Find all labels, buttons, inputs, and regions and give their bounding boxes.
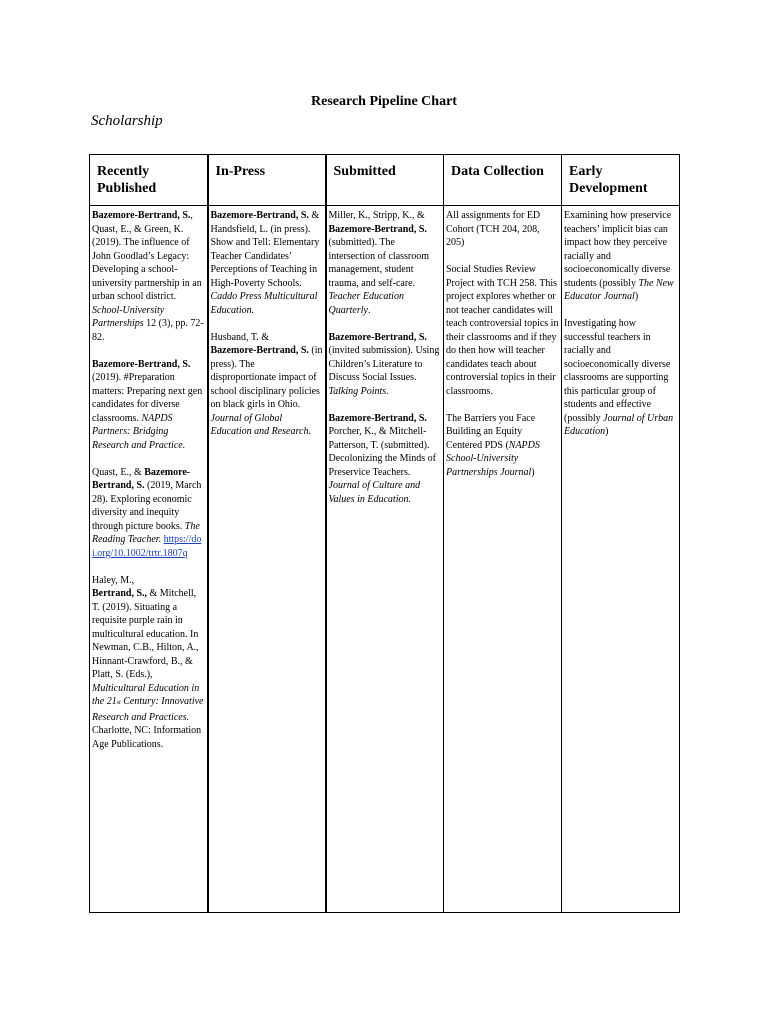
- journal-name: Caddo Press Multicultural Education.: [210, 291, 318, 316]
- list-item: [564, 317, 677, 439]
- book-title-cont: Century: Innovative Research and Practices.: [92, 696, 204, 723]
- cell-in-press: [208, 206, 326, 913]
- header-data-collection: Data Collection: [444, 155, 562, 206]
- citation-lead: Miller, K., Stripp, K., &: [328, 210, 425, 221]
- list-item: [92, 358, 205, 453]
- list-item: [92, 209, 205, 344]
- project-tail: ): [634, 291, 639, 302]
- book-title: Multicultural Education in the 21: [92, 682, 200, 707]
- author-name: Bazemore-Bertrand, S.: [210, 210, 309, 221]
- list-item: [92, 466, 205, 561]
- citation-tail: .: [367, 304, 371, 316]
- citation-tail: Charlotte, NC: Information Age Publications.: [92, 725, 202, 750]
- citation-text: Porcher, K., & Mitchell-Patterson, T. (submitted). Decolonizing the Minds of Preservice Teachers.: [328, 426, 436, 478]
- citation-text: & Handsfield, L. (in press). Show and Tell: Elementary Teacher Candidates’ Perceptions of Teaching in High-Poverty Schools.: [210, 210, 320, 289]
- citation-lead: Haley, M.,: [92, 574, 135, 586]
- citation-text: (2019). #Preparation matters: Preparing next gen candidates for diverse classrooms.: [92, 372, 203, 424]
- page-title: Research Pipeline Chart: [311, 94, 457, 109]
- list-item: [446, 412, 559, 480]
- author-name: Bazemore-Bertrand, S.: [92, 358, 191, 370]
- journal-name: NAPDS Partners: Bridging Research and Practice.: [92, 412, 186, 451]
- citation-tail: 12 (3), pp. 72-82.: [92, 318, 204, 343]
- citation-text: (2019, March 28). Exploring economic diversity and inequity through picture books.: [92, 480, 202, 532]
- list-item: [329, 209, 442, 317]
- journal-name: Teacher Education Quarterly: [328, 291, 404, 316]
- author-name: Bazemore-Bertrand, S.: [328, 331, 427, 343]
- pipeline-table: [89, 154, 680, 913]
- project-text: All assignments for ED Cohort (TCH 204, 208, 205): [446, 210, 541, 248]
- citation-text: & Mitchell, T. (2019). Situating a requisite purple rain in multicultural education. In Newman, C.B., Hilton, A., Hinnant-Crawford, B., & Platt, S. (Eds.),: [92, 588, 199, 680]
- list-item: [446, 263, 559, 398]
- author-name: Bazemore-Bertrand, S.: [328, 412, 427, 424]
- cell-submitted: [326, 206, 444, 913]
- author-name: Bazemore-Bertrand, S.: [328, 223, 427, 235]
- journal-name: Journal of Urban Education: [564, 412, 674, 437]
- table-row: [90, 206, 680, 913]
- journal-name: NAPDS School-University Partnerships Journal: [446, 439, 540, 478]
- journal-name: The Reading Teacher.: [92, 520, 200, 545]
- author-name: Bazemore-Bertrand, S.: [92, 466, 191, 491]
- cell-recently-published: [90, 206, 208, 913]
- project-text: The Barriers you Face Building an Equity Centered PDS (: [446, 412, 536, 451]
- doi-link[interactable]: https://doi.org/10.1002/trtr.1807q: [92, 534, 202, 559]
- cell-data-collection: [444, 206, 562, 913]
- section-subtitle: Scholarship: [91, 113, 163, 129]
- ordinal-suffix: st: [116, 700, 121, 706]
- list-item: [211, 331, 323, 439]
- cell-early-development: [562, 206, 680, 913]
- journal-name: Journal of Culture and Values in Education.: [328, 480, 421, 505]
- list-item: [329, 412, 442, 507]
- project-tail: ): [605, 426, 609, 437]
- list-item: [446, 209, 559, 250]
- header-recently-published: Recently Published: [90, 155, 208, 206]
- citation-text: (invited submission). Using Children’s Literature to Discuss Social Issues.: [328, 345, 440, 383]
- project-text: Examining how preservice teachers’ implicit bias can impact how they perceive racially and socioeconomically diverse students (possibly: [564, 210, 672, 289]
- list-item: [211, 209, 323, 317]
- citation-text: (in press). The disproportionate impact of school disciplinary policies on black girls in Ohio.: [210, 345, 323, 410]
- header-submitted: Submitted: [326, 155, 444, 206]
- author-name: Bertrand, S.,: [92, 588, 147, 599]
- project-tail: ): [531, 466, 535, 478]
- citation-text: (submitted). The intersection of classroom management, student trauma, and self-care.: [328, 237, 430, 289]
- list-item: [564, 209, 677, 304]
- journal-name: Journal of Global Education and Research.: [210, 412, 311, 437]
- project-text: Social Studies Review Project with TCH 258. This project explores whether or not teacher candidates will teach controversial topics in their classrooms and if they do then how will teacher candidates teach about controversial topics in their classrooms.: [446, 264, 559, 397]
- journal-name: Talking Points.: [328, 385, 389, 397]
- citation-lead: Quast, E., &: [92, 466, 145, 478]
- list-item: [92, 574, 205, 752]
- header-early-development: Early Development: [562, 155, 680, 206]
- citation-text: , Quast, E., & Green, K. (2019). The influence of John Goodlad’s Legacy: Developing a school-university partnership in an urban school district.: [92, 210, 202, 302]
- author-name: Bazemore-Bertrand, S.: [92, 210, 191, 221]
- journal-name: The New Educator Journal: [564, 277, 674, 302]
- project-text: Investigating how successful teachers in racially and socioeconomically diverse classrooms are supporting this particular group of students and effective (possibly: [564, 318, 671, 424]
- author-name: Bazemore-Bertrand, S.: [210, 345, 309, 356]
- header-in-press: In-Press: [208, 155, 326, 206]
- list-item: [329, 331, 442, 399]
- citation-lead: Husband, T. &: [210, 331, 270, 343]
- table-header-row: [90, 155, 680, 206]
- journal-name: School-University Partnerships: [92, 304, 165, 329]
